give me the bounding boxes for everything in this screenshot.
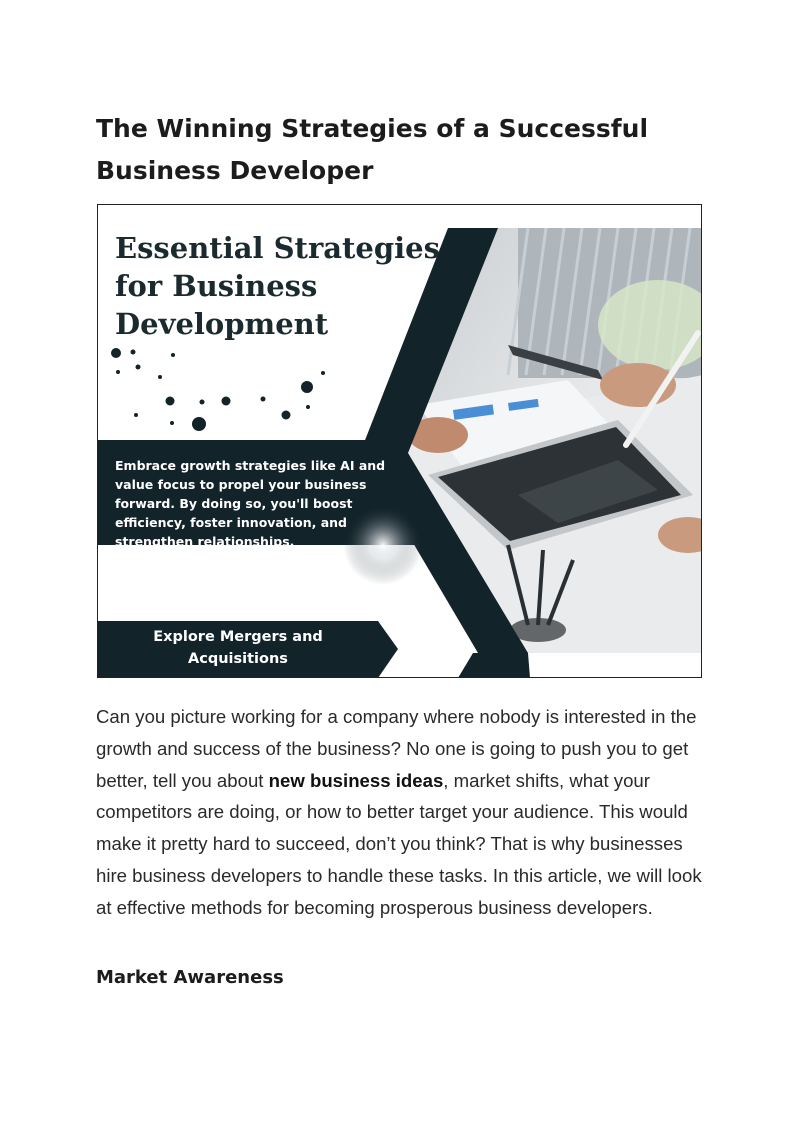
hero-blurb: Embrace growth strategies like AI and value focus to propel your business forward. By doing so, you'll boost efficiency, foster innovation, and strengthen relationships.	[115, 458, 386, 549]
hero-heading: Essential Strategies for Business Development	[115, 231, 440, 341]
section-heading: Market Awareness	[96, 967, 284, 988]
intro-text-end: , market shifts, what your competitors are doing, or how to better target your audience. This would make it pretty hard to succeed, don’t you think? That is why businesses hire business developers to handle these tasks. In this article, we will look at effective methods for becoming prosperous business developers.	[96, 769, 702, 918]
hero-cta-label: Explore Mergers and Acquisitions	[153, 629, 323, 667]
decorative-dots	[111, 348, 325, 431]
intro-paragraph	[96, 701, 706, 924]
page-title: The Winning Strategies of a Successful Business Developer	[96, 114, 649, 185]
hero-image	[97, 204, 702, 678]
new-business-ideas-link[interactable]: new business ideas	[268, 769, 444, 791]
intro-text-start: Can you picture working for a company where nobody is interested in the growth and success of the business? No one is going to push you to get better, tell you about	[96, 706, 697, 791]
